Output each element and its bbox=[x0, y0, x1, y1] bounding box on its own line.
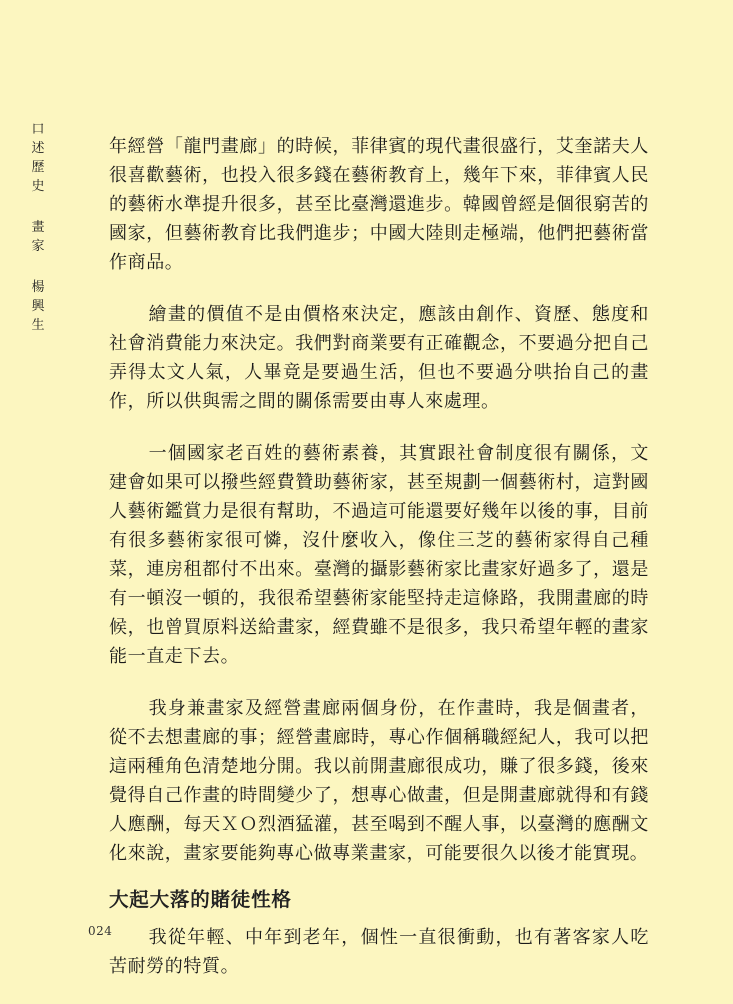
paragraph-4: 我身兼畫家及經營畫廊兩個身份，在作畫時，我是個畫者，從不去想畫廊的事；經營畫廊時，專心作個稱職經紀人，我可以把這兩種角色清楚地分開。我以前開畫廊很成功，賺了很多錢，後來覺得自己作畫的時間變少了，想專心做畫，但是開畫廊就得和有錢人應酬，每天ＸＯ烈酒猛灌，甚至喝到不醒人事，以臺灣的應酬文化來說，畫家要能夠專心做專業畫家，可能要很久以後才能實現。 bbox=[109, 698, 649, 864]
main-text bbox=[109, 132, 649, 1004]
section-heading: 大起大落的賭徒性格 bbox=[109, 888, 292, 911]
running-header bbox=[30, 120, 46, 335]
paragraph-3: 一個國家老百姓的藝術素養，其實跟社會制度很有關係，文建會如果可以撥些經費贊助藝術家，甚至規劃一個藝術村，這對國人藝術鑑賞力是很有幫助，不過這可能還要好幾年以後的事，目前有很多藝術家很可憐，沒什麼收入，像住三芝的藝術家得自己種菜，連房租都付不出來。臺灣的攝影藝術家比畫家好過多了，還是有一頓沒一頓的，我很希望藝術家能堅持走這條路，我開畫廊的時候，也曾買原料送給畫家，經費雖不是很多，我只希望年輕的畫家能一直走下去。 bbox=[109, 443, 649, 667]
paragraph-1: 年經營「龍門畫廊」的時候，菲律賓的現代畫很盛行，艾奎諾夫人很喜歡藝術，也投入很多錢在藝術教育上，幾年下來，菲律賓人民的藝術水準提升很多，甚至比臺灣還進步。韓國曾經是個很窮苦的國家，但藝術教育比我們進步；中國大陸則走極端，他們把藝術當作商品。 bbox=[109, 136, 649, 273]
running-header-subject: 畫家 bbox=[31, 220, 45, 254]
running-header-series: 口述歷史 bbox=[31, 122, 45, 194]
page-number: 024 bbox=[88, 924, 113, 938]
section-paragraph-1: 我從年輕、中年到老年，個性一直很衝動，也有著客家人吃苦耐勞的特質。 bbox=[109, 927, 649, 977]
running-header-name: 楊興生 bbox=[31, 280, 45, 333]
paragraph-2: 繪畫的價值不是由價格來決定，應該由創作、資歷、態度和社會消費能力來決定。我們對商業要有正確觀念，不要過分把自己弄得太文人氣，人畢竟是要過生活，但也不要過分哄抬自己的畫作，所以供與需之間的關係需要由專人來處理。 bbox=[109, 304, 649, 412]
